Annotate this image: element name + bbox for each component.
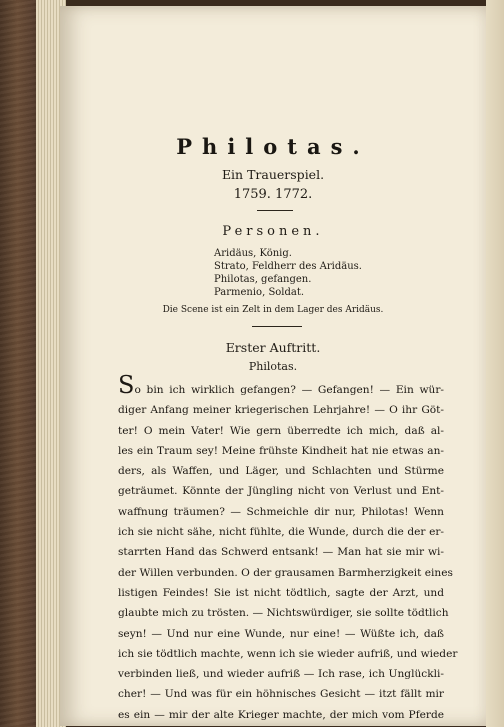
divider-rule [252, 326, 302, 327]
act-heading: Erster Auftritt. [225, 340, 321, 355]
text-line: les ein Traum sey! Meine frühste Kindheit hat nie etwas an- [118, 444, 444, 457]
scene-note: Die Scene ist ein Zelt in dem Lager des Aridäus. [162, 305, 384, 315]
play-dates: 1759. 1772. [233, 187, 313, 202]
text-line: es ein — mir der alte Krieger machte, der mich vom Pferde [118, 708, 444, 721]
text-line: listigen Feindes! Sie ist nicht tödtlich, sagte der Arzt, und [118, 586, 444, 599]
text-line: verbinden ließ, und wieder aufriß — Ich rase, ich Unglückli- [118, 668, 444, 681]
play-title: Philotas. [176, 134, 370, 159]
page-margin [486, 0, 504, 727]
play-subtitle: Ein Trauerspiel. [221, 167, 325, 182]
cast-item: Parmenio, Soldat. [214, 287, 305, 298]
text-line: So bin ich wirklich gefangen? — Gefangen! — Ein wür- [118, 371, 444, 399]
text-line: ich sie nicht sähe, nicht fühlte, die Wunde, durch die der er- [118, 526, 444, 539]
speaker-name: Philotas. [248, 360, 298, 373]
body-text [118, 371, 458, 725]
text-line: glaubte mich zu trösten. — Nichtswürdiger, sie sollte tödtlich [118, 607, 449, 620]
cast-list [214, 247, 362, 299]
cast-item: Philotas, gefangen. [214, 274, 312, 285]
personen-heading: Personen. [222, 224, 324, 239]
text-line: geträumet. Könnte der Jüngling nicht von Verlust und Ent- [118, 485, 444, 498]
text-line: ter! O mein Vater! Wie gern überredte ich mich, daß al- [118, 424, 444, 437]
cast-item: Strato, Feldherr des Aridäus. [214, 261, 362, 272]
text-line: starrten Hand das Schwerd entsank! — Man hat sie mir wi- [118, 546, 444, 559]
text-line: waffnung träumen? — Schmeichle dir nur, Philotas! Wenn [118, 505, 444, 518]
cast-item: Aridäus, König. [214, 248, 292, 259]
text-line: ich sie tödtlich machte, wenn ich sie wieder aufriß, und wieder [118, 647, 458, 660]
text-line: cher! — Und was für ein höhnisches Gesicht — itzt fällt mir [118, 688, 444, 701]
text-line: diger Anfang meiner kriegerischen Lehrjahre! — O ihr Göt- [118, 404, 444, 417]
divider-rule [257, 210, 293, 211]
text-line: ders, als Waffen, und Läger, und Schlachten und Stürme [118, 465, 444, 478]
text-line: seyn! — Und nur eine Wunde, nur eine! — Wüßte ich, daß [118, 627, 444, 640]
text-line: der Willen verbunden. O der grausamen Barmherzigkeit eines [118, 566, 453, 579]
